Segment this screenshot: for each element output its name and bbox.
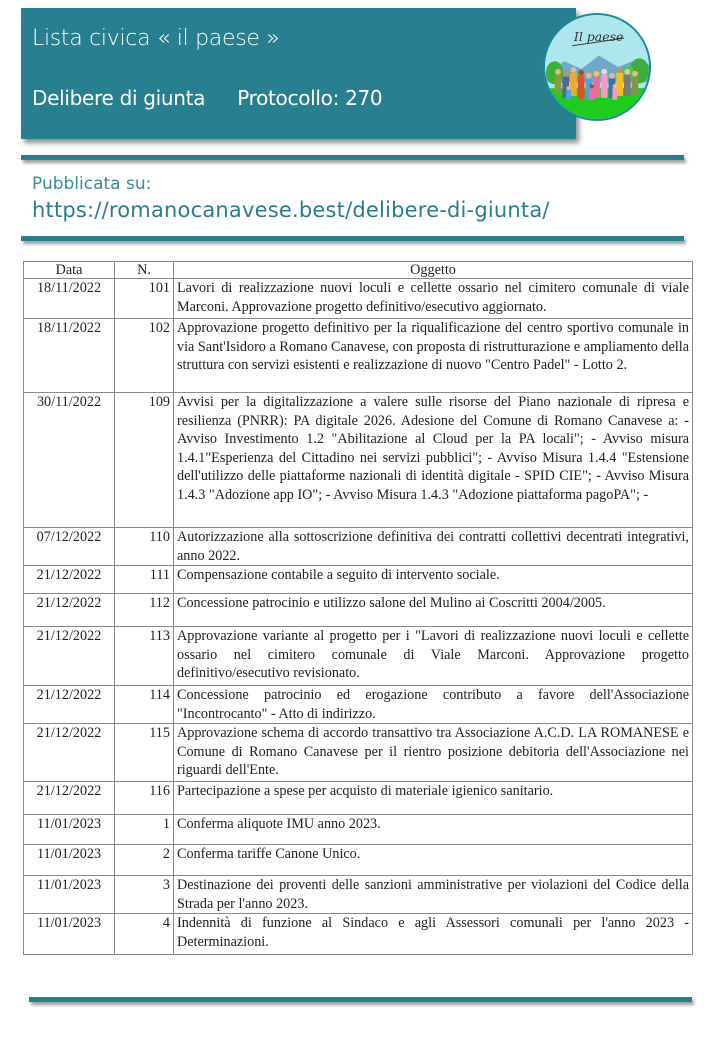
table-row (24, 782, 693, 815)
column-header-date: Data (24, 262, 115, 279)
row-date: 11/01/2023 (24, 845, 115, 876)
row-number: 2 (115, 845, 174, 876)
row-date: 11/01/2023 (24, 876, 115, 914)
protocol-number: Protocollo: 270 (237, 86, 383, 110)
table-header-row (24, 262, 693, 279)
table-row (24, 815, 693, 845)
row-subject: Concessione patrocinio e utilizzo salone del Mulino ai Coscritti 2004/2005. (174, 594, 693, 627)
table-row (24, 594, 693, 627)
row-subject: Approvazione variante al progetto per i "Lavori di realizzazione nuovi loculi e cellette ossario nel cimitero comunale di Viale Marconi. Approvazione progetto definitivo/esecutivo revisionato. (174, 627, 693, 686)
row-number: 116 (115, 782, 174, 815)
row-number: 110 (115, 528, 174, 566)
row-subject: Destinazione dei proventi delle sanzioni amministrative per violazioni del Codice della Strada per l'anno 2023. (174, 876, 693, 914)
header-banner (21, 8, 576, 139)
row-number: 114 (115, 686, 174, 724)
row-date: 21/12/2022 (24, 686, 115, 724)
table-row (24, 845, 693, 876)
table-row (24, 393, 693, 528)
table-row (24, 876, 693, 914)
row-subject: Conferma aliquote IMU anno 2023. (174, 815, 693, 845)
table-row (24, 528, 693, 566)
table-row (24, 627, 693, 686)
row-date: 21/12/2022 (24, 724, 115, 782)
row-number: 3 (115, 876, 174, 914)
table-row (24, 914, 693, 955)
row-subject: Autorizzazione alla sottoscrizione definitiva dei contratti collettivi decentrati integrativi, anno 2022. (174, 528, 693, 566)
row-subject: Approvazione progetto definitivo per la riqualificazione del centro sportivo comunale in via Sant'Isidoro a Romano Canavese, con proposta di ristrutturazione e ampliamento della struttura con servizi esistenti e realizzazione di nuovo "Centro Padel" - Lotto 2. (174, 319, 693, 393)
row-date: 07/12/2022 (24, 528, 115, 566)
table-row (24, 319, 693, 393)
page-title: Lista civica « il paese » (32, 26, 280, 51)
row-number: 111 (115, 566, 174, 594)
banner-subtitle (32, 86, 382, 110)
published-on-label: Pubblicata su: (32, 174, 152, 194)
row-date: 21/12/2022 (24, 782, 115, 815)
section-label: Delibere di giunta (32, 86, 206, 110)
delibere-table (23, 261, 693, 955)
row-number: 4 (115, 914, 174, 955)
row-date: 21/12/2022 (24, 627, 115, 686)
row-number: 102 (115, 319, 174, 393)
table-row (24, 724, 693, 782)
row-number: 109 (115, 393, 174, 528)
published-url[interactable] (32, 198, 550, 222)
row-date: 30/11/2022 (24, 393, 115, 528)
row-date: 11/01/2023 (24, 914, 115, 955)
row-date: 18/11/2022 (24, 319, 115, 393)
divider (21, 236, 684, 241)
row-number: 115 (115, 724, 174, 782)
divider (21, 155, 684, 160)
column-header-number: N. (115, 262, 174, 279)
row-number: 113 (115, 627, 174, 686)
row-subject: Avvisi per la digitalizzazione a valere sulle risorse del Piano nazionale di ripresa e resilienza (PNRR): PA digitale 2026. Adesione del Comune di Romano Canavese a: - Avviso Investimento 1.2 "Abilitazione al Cloud per la PA locali"; - Avviso misura 1.4.1"Esperienza del Cittadino nei servizi pubblici"; - Avviso Misura 1.4.4 "Estensione dell'utilizzo delle piattaforme nazionali di identità digitale - SPID CIE"; - Avviso Misura 1.4.3 "Adozione app IO"; - Avviso Misura 1.4.3 "Adozione piattaforma pagoPA"; - (174, 393, 693, 528)
row-date: 21/12/2022 (24, 594, 115, 627)
row-subject: Compensazione contabile a seguito di intervento sociale. (174, 566, 693, 594)
table-row (24, 279, 693, 319)
row-subject: Concessione patrocinio ed erogazione contributo a favore dell'Associazione "Incontrocanto" - Atto di indirizzo. (174, 686, 693, 724)
divider (29, 997, 692, 1002)
row-subject: Lavori di realizzazione nuovi loculi e cellette ossario nel cimitero comunale di viale Marconi. Approvazione progetto definitivo/esecutivo aggiornato. (174, 279, 693, 319)
row-date: 18/11/2022 (24, 279, 115, 319)
row-subject: Indennità di funzione al Sindaco e agli Assessori comunali per l'anno 2023 - Determinazioni. (174, 914, 693, 955)
column-header-subject: Oggetto (174, 262, 693, 279)
row-subject: Approvazione schema di accordo transattivo tra Associazione A.C.D. LA ROMANESE e Comune di Romano Canavese per il rientro posizione debitoria dell'Associazione nei riguardi dell'Ente. (174, 724, 693, 782)
row-number: 101 (115, 279, 174, 319)
published-url-link[interactable]: https://romanocanavese.best/delibere-di-giunta/ (32, 198, 550, 222)
table-row (24, 566, 693, 594)
il-paese-logo-icon (543, 13, 651, 121)
row-number: 1 (115, 815, 174, 845)
logo-text: Il paese (573, 29, 624, 44)
table-row (24, 686, 693, 724)
row-subject: Partecipazione a spese per acquisto di materiale igienico sanitario. (174, 782, 693, 815)
row-date: 21/12/2022 (24, 566, 115, 594)
row-number: 112 (115, 594, 174, 627)
row-date: 11/01/2023 (24, 815, 115, 845)
row-subject: Conferma tariffe Canone Unico. (174, 845, 693, 876)
